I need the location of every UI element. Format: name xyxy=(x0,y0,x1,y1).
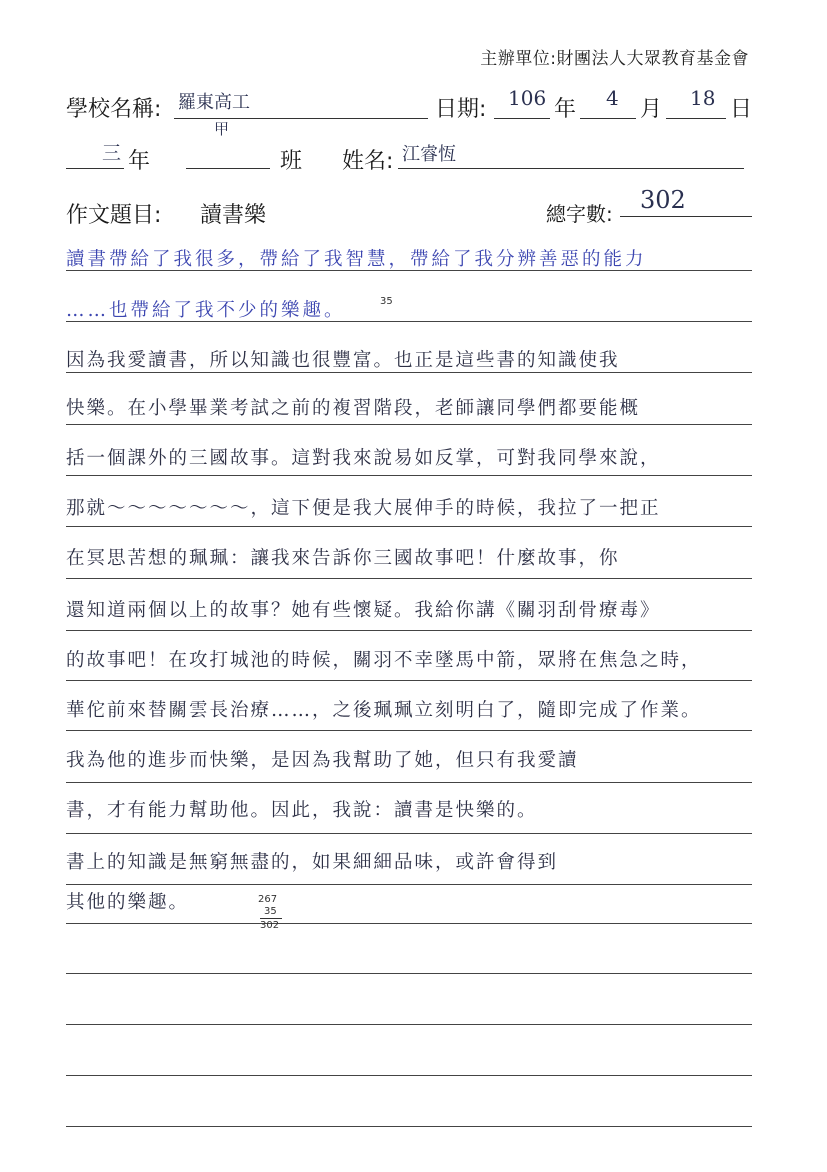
month-value: 4 xyxy=(606,86,619,110)
tally-rule xyxy=(260,918,282,919)
ruled-line xyxy=(66,630,752,631)
ruled-line xyxy=(66,372,752,373)
month-underline xyxy=(580,118,636,119)
grade-underline xyxy=(66,168,124,169)
essay-line: 的故事吧！在攻打城池的時候，關羽不幸墜馬中箭，眾將在焦急之時， xyxy=(66,650,702,671)
class-label: 班 xyxy=(280,149,303,174)
topic-label: 作文題目: xyxy=(66,203,162,228)
essay-line: ……也帶給了我不少的樂趣。 xyxy=(66,300,346,321)
class-value: 甲 xyxy=(214,120,230,138)
word-count-value: 302 xyxy=(640,186,686,214)
essay-line: 快樂。在小學畢業考試之前的複習階段，老師讓同學們都要能概 xyxy=(66,398,641,419)
ruled-line xyxy=(66,730,752,731)
school-underline xyxy=(174,118,428,119)
ruled-line xyxy=(66,973,752,974)
tally-note: 302 xyxy=(260,920,280,931)
organizer-label: 主辦單位:財團法人大眾教育基金會 xyxy=(480,49,749,69)
grade-value: 三 xyxy=(102,142,122,164)
ruled-line xyxy=(66,680,752,681)
school-value: 羅東高工 xyxy=(178,92,250,113)
year-label: 年 xyxy=(554,97,577,122)
ruled-line xyxy=(66,833,752,834)
ruled-line xyxy=(66,270,752,271)
essay-line: 華佗前來替關雲長治療……，之後珮珮立刻明白了，隨即完成了作業。 xyxy=(66,700,702,721)
year-value: 106 xyxy=(508,86,547,110)
ruled-line xyxy=(66,1075,752,1076)
margin-count-note: 35 xyxy=(380,296,393,307)
word-count-underline xyxy=(620,216,752,217)
ruled-line xyxy=(66,884,752,885)
day-label: 日 xyxy=(730,97,753,122)
essay-line: 因為我愛讀書，所以知識也很豐富。也正是這些書的知識使我 xyxy=(66,350,620,371)
day-underline xyxy=(666,118,726,119)
ruled-line xyxy=(66,782,752,783)
class-underline xyxy=(186,168,270,169)
essay-line: 書上的知識是無窮無盡的，如果細細品味，或許會得到 xyxy=(66,852,559,873)
ruled-line xyxy=(66,1126,752,1127)
ruled-line xyxy=(66,321,752,322)
essay-line: 其他的樂趣。 xyxy=(66,892,190,913)
essay-line: 書，才有能力幫助他。因此，我說：讀書是快樂的。 xyxy=(66,800,538,821)
school-label: 學校名稱: xyxy=(66,97,162,122)
essay-line: 在冥思苦想的珮珮：讓我來告訴你三國故事吧！什麼故事，你 xyxy=(66,548,620,569)
ruled-line xyxy=(66,475,752,476)
date-label: 日期: xyxy=(435,97,487,122)
ruled-line xyxy=(66,424,752,425)
name-label: 姓名: xyxy=(342,149,394,174)
essay-line: 我為他的進步而快樂，是因為我幫助了她，但只有我愛讀 xyxy=(66,750,579,771)
ruled-line xyxy=(66,923,752,924)
topic-value: 讀書樂 xyxy=(200,203,267,228)
tally-note: 267 xyxy=(258,894,278,905)
month-label: 月 xyxy=(640,97,663,122)
essay-line: 括一個課外的三國故事。這對我來說易如反掌，可對我同學來說， xyxy=(66,448,661,469)
ruled-line xyxy=(66,1024,752,1025)
essay-line: 還知道兩個以上的故事？她有些懷疑。我給你講《關羽刮骨療毒》 xyxy=(66,600,661,621)
year-underline xyxy=(494,118,550,119)
essay-line: 那就～～～～～～～，這下便是我大展伸手的時候，我拉了一把正 xyxy=(66,498,661,519)
essay-line: 讀書帶給了我很多，帶給了我智慧，帶給了我分辨善惡的能力 xyxy=(66,249,647,270)
tally-note: 35 xyxy=(264,906,277,917)
name-value: 江睿恆 xyxy=(402,144,456,165)
name-underline xyxy=(398,168,744,169)
day-value: 18 xyxy=(690,86,716,110)
ruled-line xyxy=(66,578,752,579)
ruled-line xyxy=(66,526,752,527)
word-count-label: 總字數: xyxy=(546,202,613,226)
grade-label: 年 xyxy=(128,149,151,174)
